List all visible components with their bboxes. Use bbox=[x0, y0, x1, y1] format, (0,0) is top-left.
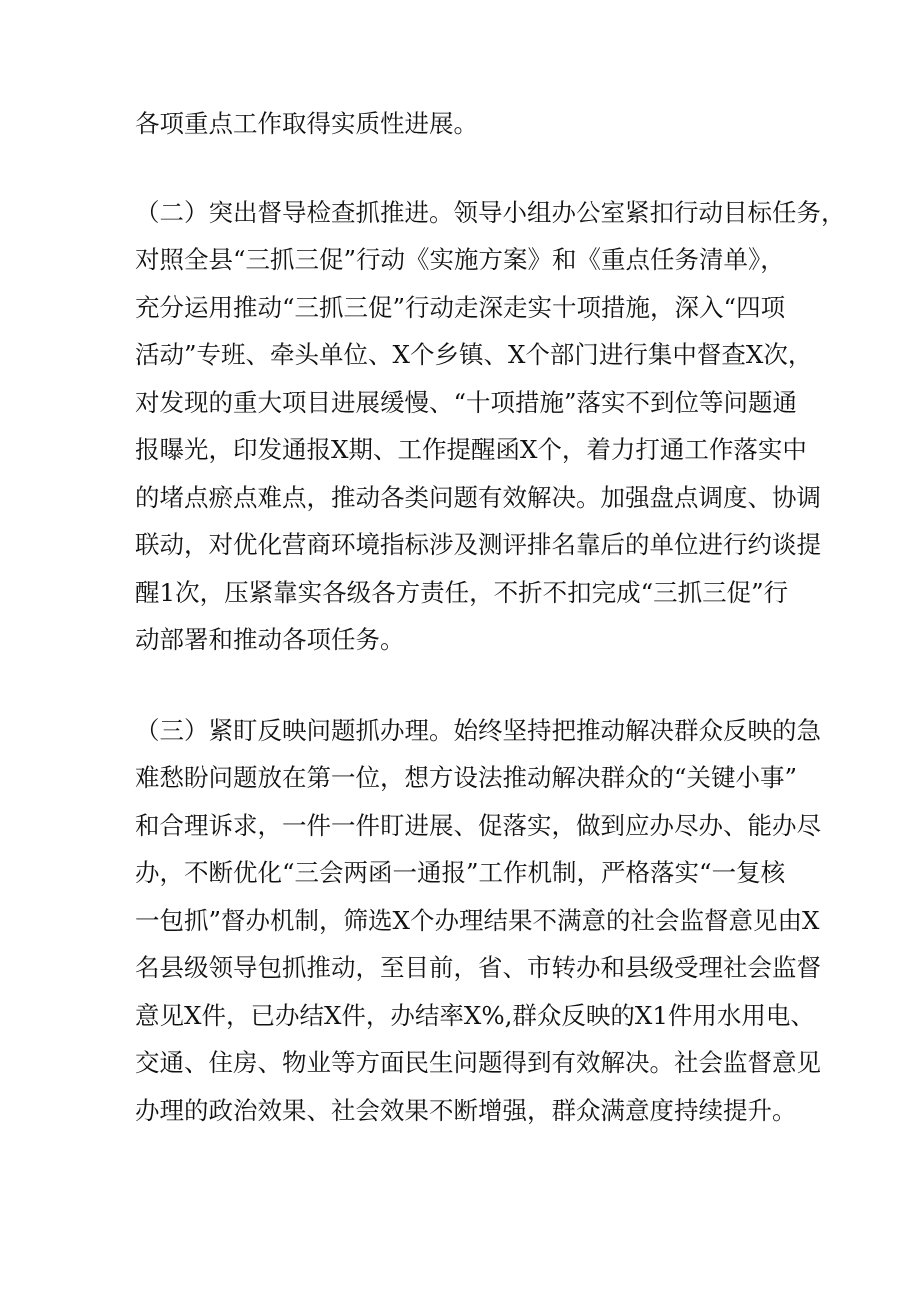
paragraph-2-line-5: 对发现的重大项目进展缓慢、“十项措施”落实不到位等问题通 bbox=[135, 388, 798, 417]
paragraph-2-line-1: （二）突出督导检查抓推进。领导小组办公室紧扣行动目标任务， bbox=[135, 198, 846, 227]
paragraph-3-line-2: 难愁盼问题放在第一位，想方设法推动解决群众的“关键小事” bbox=[135, 763, 798, 792]
paragraph-2-line-8: 联动，对优化营商环境指标涉及测评排名靠后的单位进行约谈提 bbox=[135, 530, 821, 559]
paragraph-2-line-4: 活动”专班、牵头单位、X个乡镇、X个部门进行集中督查X次， bbox=[135, 340, 813, 369]
paragraph-2-line-6: 报曝光，印发通报X期、工作提醒函X个，着力打通工作落实中 bbox=[135, 435, 807, 464]
paragraph-3-line-6: 名县级领导包抓推动，至目前，省、市转办和县级受理社会监督 bbox=[135, 953, 821, 982]
paragraph-1-line-1: 各项重点工作取得实质性进展。 bbox=[135, 109, 478, 138]
paragraph-2-line-10: 动部署和推动各项任务。 bbox=[135, 625, 405, 654]
paragraph-2-line-9: 醒1次，压紧靠实各级各方责任，不折不扣完成“三抓三促”行 bbox=[135, 578, 789, 607]
paragraph-3-line-5: 一包抓”督办机制，筛选X个办理结果不满意的社会监督意见由X bbox=[135, 906, 820, 935]
paragraph-3-line-3: 和合理诉求，一件一件盯进展、促落实，做到应办尽办、能办尽 bbox=[135, 811, 821, 840]
paragraph-3-line-1: （三）紧盯反映问题抓办理。始终坚持把推动解决群众反映的急 bbox=[135, 716, 821, 745]
paragraph-3-line-8: 交通、住房、物业等方面民生问题得到有效解决。社会监督意见 bbox=[135, 1048, 821, 1077]
paragraph-3-line-9: 办理的政治效果、社会效果不断增强，群众满意度持续提升。 bbox=[135, 1096, 797, 1125]
paragraph-3-line-4: 办，不断优化“三会两函一通报”工作机制，严格落实“一复核 bbox=[135, 858, 786, 887]
paragraph-2-line-3: 充分运用推动“三抓三促”行动走深走实十项措施，深入“四项 bbox=[135, 293, 786, 322]
paragraph-3-line-7: 意见X件，已办结X件，办结率X%,群众反映的X1件用水用电、 bbox=[135, 1001, 815, 1030]
paragraph-2-line-2: 对照全县“三抓三促”行动《实施方案》和《重点任务清单》， bbox=[135, 245, 785, 274]
paragraph-2-line-7: 的堵点瘀点难点，推动各类问题有效解决。加强盘点调度、协调 bbox=[135, 483, 821, 512]
